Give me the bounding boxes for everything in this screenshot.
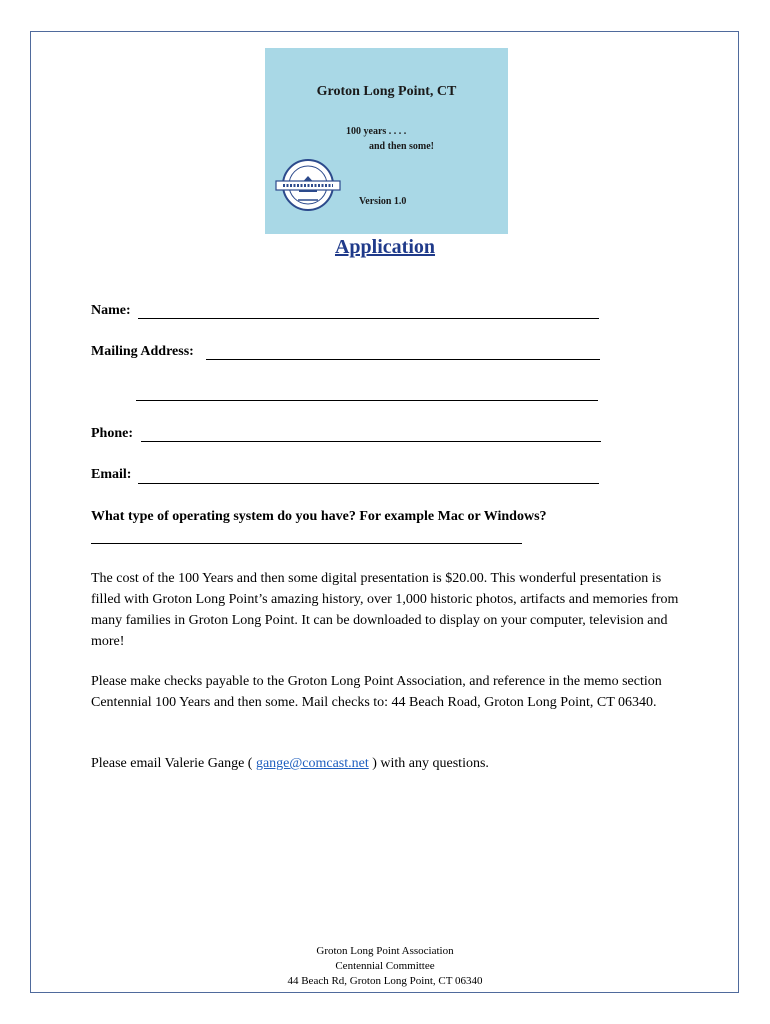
email-field-line[interactable]: [138, 483, 599, 484]
page-title: Application: [334, 236, 436, 258]
payment-instructions-paragraph: Please make checks payable to the Groton Long Point Association, and reference in the memo section Centennial 100 Years and then some. Mail checks to: 44 Beach Road, Groton Long Point, CT 06340.: [91, 674, 662, 710]
email-label: Email:: [91, 467, 132, 482]
banner-tagline-line2: and then some!: [369, 141, 435, 152]
contact-email-link[interactable]: gange@comcast.net: [255, 756, 369, 771]
footer-line-committee: Centennial Committee: [335, 960, 435, 972]
contact-suffix: ) with any questions.: [368, 756, 489, 771]
centennial-seal-logo: [273, 156, 343, 214]
operating-system-question: What type of operating system do you have? For example Mac or Windows?: [91, 509, 547, 524]
banner-version: Version 1.0: [359, 196, 407, 207]
mailing-address-second-line[interactable]: [136, 400, 598, 401]
banner-tagline-line1: 100 years . . . .: [346, 126, 407, 137]
footer-line-address: 44 Beach Rd, Groton Long Point, CT 06340: [287, 975, 483, 987]
footer-line-organization: Groton Long Point Association: [316, 945, 454, 957]
cost-description-paragraph: The cost of the 100 Years and then some digital presentation is $20.00. This wonderful presentation is filled with Groton Long Point’s amazing history, over 1,000 historic photos, artifacts and memories from many families in Groton Long Point. It can be downloaded to display on your computer, television and more!: [91, 571, 679, 649]
header-banner: [265, 48, 508, 234]
contact-prefix: Please email Valerie Gange (: [91, 756, 256, 771]
footer: [0, 944, 770, 989]
phone-label: Phone:: [91, 426, 133, 441]
name-label: Name:: [91, 303, 131, 318]
mailing-address-field-line[interactable]: [206, 359, 600, 360]
mailing-address-label: Mailing Address:: [91, 344, 194, 359]
phone-field-line[interactable]: [141, 441, 601, 442]
name-field-line[interactable]: [138, 318, 599, 319]
banner-title: Groton Long Point, CT: [316, 84, 457, 99]
contact-paragraph: [91, 753, 681, 774]
operating-system-answer-line[interactable]: [91, 543, 522, 544]
